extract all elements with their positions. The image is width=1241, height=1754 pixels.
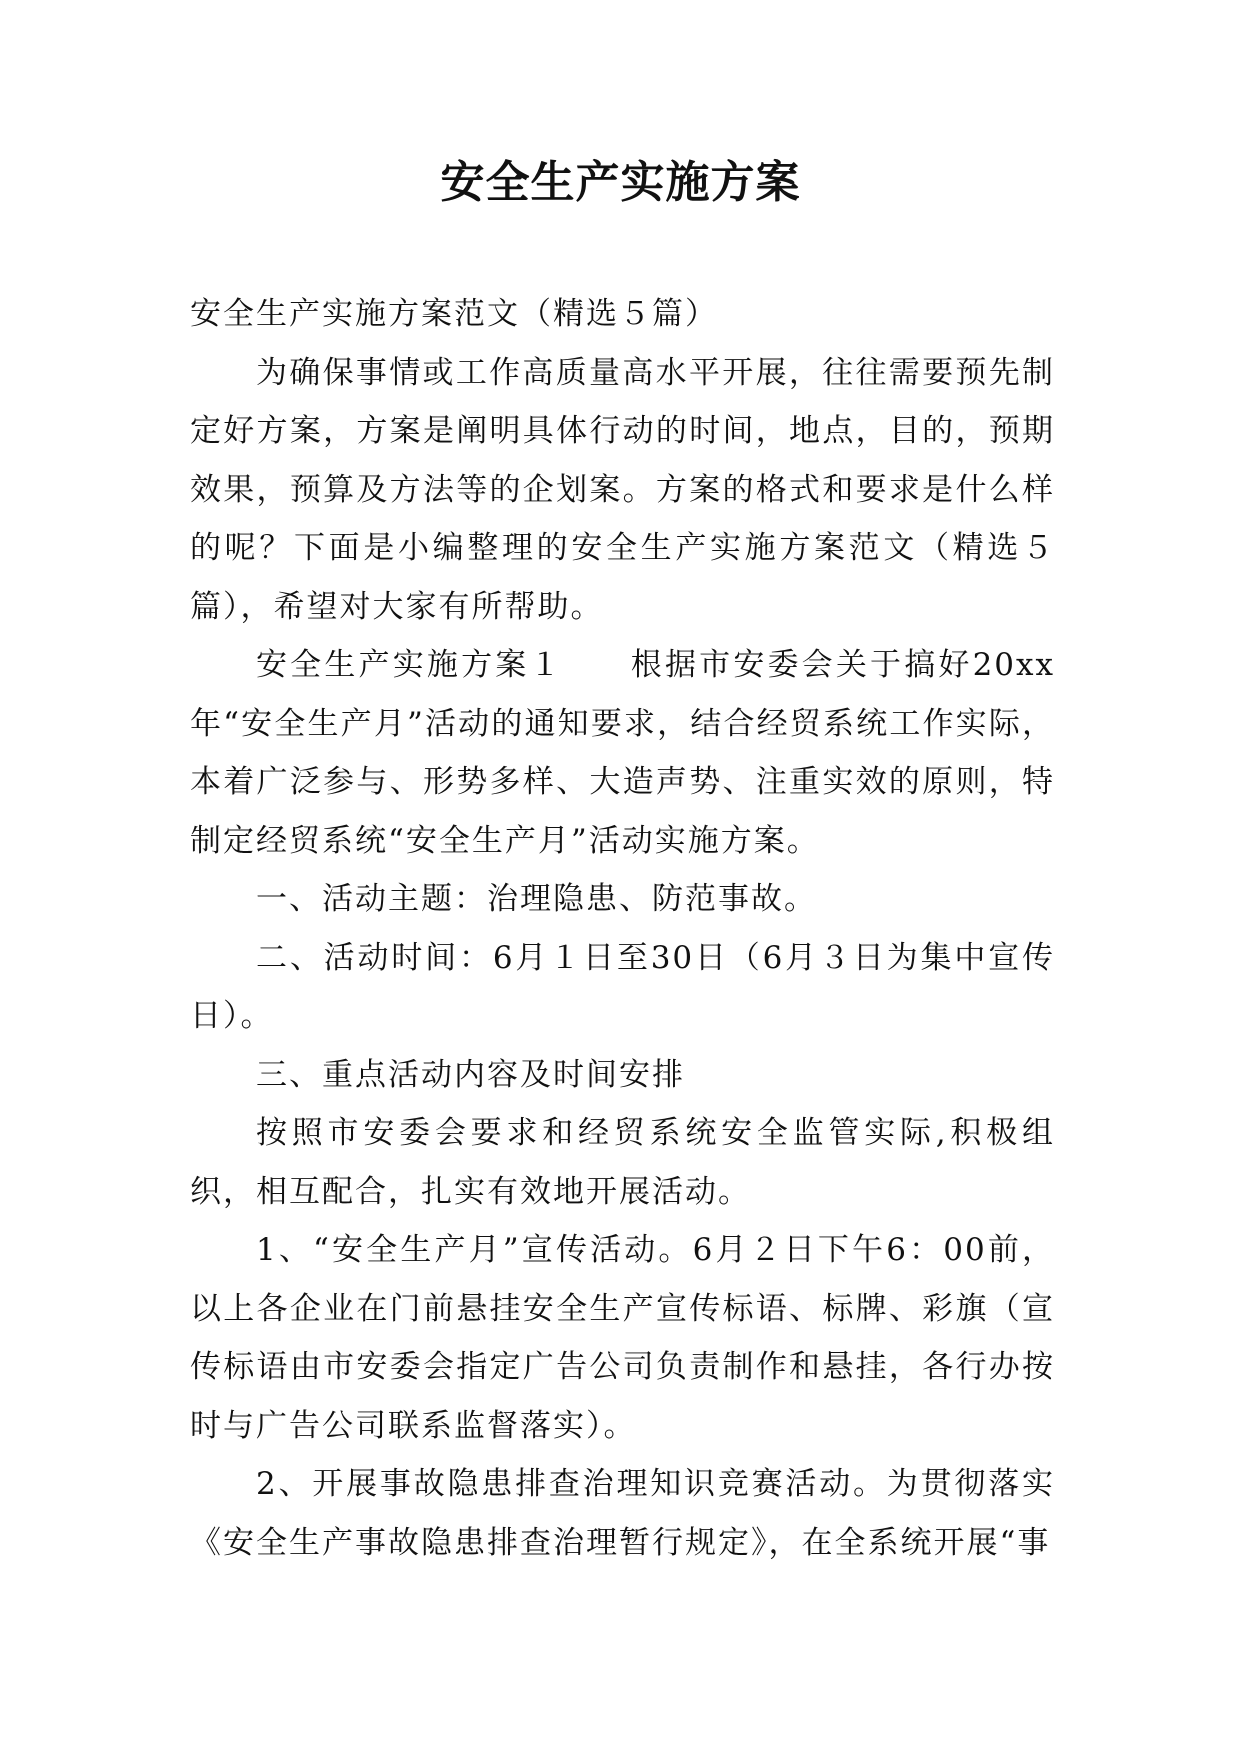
activity-content-heading: 三、重点活动内容及时间安排 (256, 1056, 685, 1093)
activity-item-2: 2、开展事故隐患排查治理知识竞赛活动。为贯彻落实《安全生产事故隐患排查治理暂行规定》，在全系统开展“事 (190, 1466, 1055, 1561)
activity-item-1: 1、“安全生产月”宣传活动。6月２日下午6：00前，以上各企业在门前悬挂安全生产宣传标语、标牌、彩旗（宣传标语由市安委会指定广告公司负责制作和悬挂，各行办按时与广告公司联系监督落实）。 (190, 1232, 1055, 1444)
intro-paragraph: 为确保事情或工作高质量高水平开展，往往需要预先制定好方案，方案是阐明具体行动的时间，地点，目的，预期效果，预算及方法等的企划案。方案的格式和要求是什么样的呢？下面是小编整理的安全生产实施方案范文（精选５篇），希望对大家有所帮助。 (190, 354, 1055, 625)
section-1-intro: 根据市安委会关于搞好20xx年“安全生产月”活动的通知要求，结合经贸系统工作实际，本着广泛参与、形势多样、大造声势、注重实效的原则，特制定经贸系统“安全生产月”活动实施方案。 (190, 647, 1055, 859)
document-body (190, 285, 1055, 1572)
document-title: 安全生产实施方案 (440, 157, 801, 208)
document-subtitle: 安全生产实施方案范文（精选５篇） (190, 296, 718, 332)
activity-theme-item: 一、活动主题：治理隐患、防范事故。 (256, 881, 817, 917)
section-1-heading: 安全生产实施方案１ (256, 647, 564, 683)
section-1-paragraph (190, 636, 1055, 870)
activity-time-item: 二、活动时间：6月１日至30日（6月３日为集中宣传日）。 (190, 939, 1055, 1034)
activity-content-intro: 按照市安委会要求和经贸系统安全监管实际,积极组织，相互配合，扎实有效地开展活动。 (190, 1115, 1055, 1210)
